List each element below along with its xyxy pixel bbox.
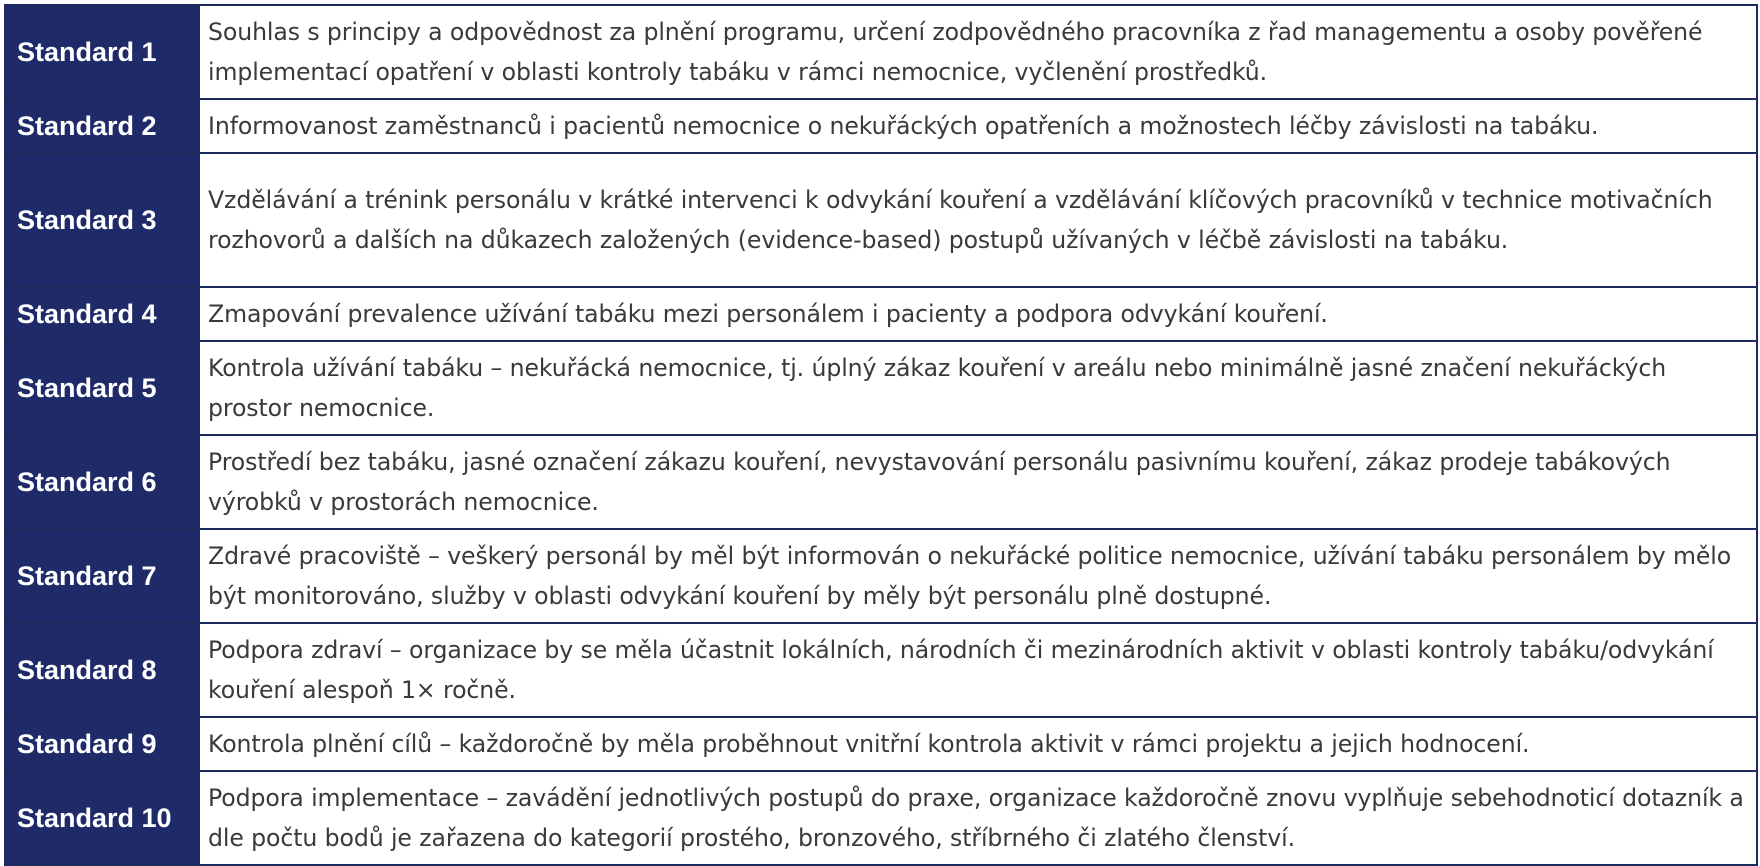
standard-label: Standard 9 — [5, 717, 199, 771]
standard-label: Standard 3 — [5, 153, 199, 287]
table-row — [5, 341, 1757, 435]
table-row — [5, 435, 1757, 529]
standards-table — [4, 4, 1758, 866]
standard-description: Zmapování prevalence užívání tabáku mezi personálem i pacienty a podpora odvykání kouření. — [199, 287, 1757, 341]
standard-description: Podpora zdraví – organizace by se měla účastnit lokálních, národních či mezinárodních aktivit v oblasti kontroly tabáku/odvykání kouření alespoň 1× ročně. — [199, 623, 1757, 717]
table-row — [5, 99, 1757, 153]
standard-label: Standard 1 — [5, 5, 199, 99]
table-row — [5, 771, 1757, 865]
standard-label: Standard 2 — [5, 99, 199, 153]
table-row — [5, 5, 1757, 99]
standards-table-container — [4, 4, 1756, 852]
standard-description: Prostředí bez tabáku, jasné označení zákazu kouření, nevystavování personálu pasivnímu kouření, zákaz prodeje tabákových výrobků v prostorách nemocnice. — [199, 435, 1757, 529]
standard-description: Kontrola užívání tabáku – nekuřácká nemocnice, tj. úplný zákaz kouření v areálu nebo minimálně jasné značení nekuřáckých prostor nemocnice. — [199, 341, 1757, 435]
table-row — [5, 529, 1757, 623]
table-row — [5, 717, 1757, 771]
standard-label: Standard 10 — [5, 771, 199, 865]
standard-description: Podpora implementace – zavádění jednotlivých postupů do praxe, organizace každoročně znovu vyplňuje sebehodnoticí dotazník a dle počtu bodů je zařazena do kategorií prostého, bronzového, stříbrného či zlatého členství. — [199, 771, 1757, 865]
standard-description: Kontrola plnění cílů – každoročně by měla proběhnout vnitřní kontrola aktivit v rámci projektu a jejich hodnocení. — [199, 717, 1757, 771]
standard-label: Standard 5 — [5, 341, 199, 435]
standard-description: Souhlas s principy a odpovědnost za plnění programu, určení zodpovědného pracovníka z řad managementu a osoby pověřené implementací opatření v oblasti kontroly tabáku v rámci nemocnice, vyčlenění prostředků. — [199, 5, 1757, 99]
table-row — [5, 287, 1757, 341]
standard-label: Standard 8 — [5, 623, 199, 717]
table-row — [5, 623, 1757, 717]
standard-description: Informovanost zaměstnanců i pacientů nemocnice o nekuřáckých opatřeních a možnostech léčby závislosti na tabáku. — [199, 99, 1757, 153]
standard-label: Standard 6 — [5, 435, 199, 529]
table-row — [5, 153, 1757, 287]
standard-label: Standard 7 — [5, 529, 199, 623]
standard-label: Standard 4 — [5, 287, 199, 341]
standard-description: Zdravé pracoviště – veškerý personál by měl být informován o nekuřácké politice nemocnice, užívání tabáku personálem by mělo být monitorováno, služby v oblasti odvykání kouření by měly být personálu plně dostupné. — [199, 529, 1757, 623]
standard-description: Vzdělávání a trénink personálu v krátké intervenci k odvykání kouření a vzdělávání klíčových pracovníků v technice motivačních rozhovorů a dalších na důkazech založených (evidence-based) postupů užívaných v léčbě závislosti na tabáku. — [199, 153, 1757, 287]
